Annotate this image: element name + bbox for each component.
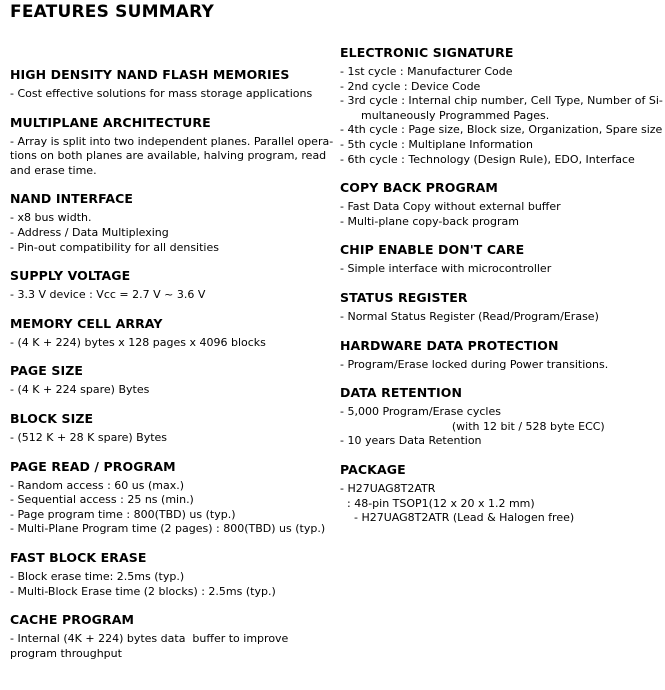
section-line: multaneously Programmed Pages. [340,108,550,122]
section-line: - (512 K + 28 K spare) Bytes [10,430,168,444]
section-cache-program [10,612,330,661]
section-block-size [10,411,330,446]
section-line: - (4 K + 224) bytes x 128 pages x 4096 blocks [10,335,266,349]
section-line: - 6th cycle : Technology (Design Rule), EDO, Interface [340,152,635,166]
section-nand-interface [10,191,330,255]
section-line: - Array is split into two independent planes. Parallel opera- [10,134,334,148]
section-line: - Multi-Block Erase time (2 blocks) : 2.5ms (typ.) [10,584,276,598]
section-line: - (4 K + 224 spare) Bytes [10,383,150,397]
section-line: - Multi-plane copy-back program [340,214,519,228]
section-heading: MEMORY CELL ARRAY [10,315,163,331]
section-heading: PAGE SIZE [10,363,83,379]
section-line: - Block erase time: 2.5ms (typ.) [10,569,185,583]
section-line: - Pin-out compatibility for all densities [10,240,219,254]
section-fast-block-erase [10,550,330,599]
section-data-retention [340,385,660,449]
section-heading: COPY BACK PROGRAM [340,180,498,196]
section-line: tions on both planes are available, halving program, read [10,149,327,163]
page-title: FEATURES SUMMARY [10,2,215,22]
section-heading: PAGE READ / PROGRAM [10,458,176,474]
section-line: - Simple interface with microcontroller [340,262,552,276]
section-electronic-signature [340,45,663,167]
section-hardware-data-protection [340,338,660,373]
section-line: - 3.3 V device : Vcc = 2.7 V ~ 3.6 V [10,288,206,302]
section-line: : 48-pin TSOP1(12 x 20 x 1.2 mm) [340,496,535,510]
section-copy-back-program [340,180,660,229]
section-line: - Page program time : 800(TBD) us (typ.) [10,507,236,521]
section-line: program throughput [10,646,122,660]
section-line: - 10 years Data Retention [340,434,482,448]
section-line: - Address / Data Multiplexing [10,225,169,239]
section-heading: NAND INTERFACE [10,191,134,207]
section-heading: CACHE PROGRAM [10,612,135,628]
section-line: - Multi-Plane Program time (2 pages) : 800(TBD) us (typ.) [10,522,326,536]
section-line: - Random access : 60 us (max.) [10,478,185,492]
section-line: - H27UAG8T2ATR [340,481,436,495]
section-line: and erase time. [10,163,97,177]
section-page-size [10,363,330,398]
section-line: - Normal Status Register (Read/Program/Erase) [340,309,599,323]
section-line: - 1st cycle : Manufacturer Code [340,65,513,78]
section-line: - Fast Data Copy without external buffer [340,200,561,214]
left-column [10,67,334,674]
section-heading: HARDWARE DATA PROTECTION [340,337,559,353]
section-heading: STATUS REGISTER [340,289,468,305]
section-heading: BLOCK SIZE [10,410,94,426]
section-line: - 4th cycle : Page size, Block size, Organization, Spare size [340,123,663,137]
section-supply-voltage [10,268,330,303]
section-heading: DATA RETENTION [340,385,463,401]
section-heading: HIGH DENSITY NAND FLASH MEMORIES [10,67,290,82]
section-line: - Sequential access : 25 ns (min.) [10,493,194,507]
section-line: - 3rd cycle : Internal chip number, Cell Type, Number of Si- [340,94,663,108]
section-multiplane-architecture [10,114,334,179]
section-heading: ELECTRONIC SIGNATURE [340,45,514,60]
section-line: - x8 bus width. [10,211,92,225]
section-heading: PACKAGE [340,461,406,477]
section-heading: FAST BLOCK ERASE [10,549,147,565]
section-heading: SUPPLY VOLTAGE [10,268,131,284]
section-heading: CHIP ENABLE DON'T CARE [340,242,525,258]
section-page-read-program [10,459,330,537]
section-memory-cell-array [10,316,330,351]
section-line: - 2nd cycle : Device Code [340,79,481,93]
section-line: - Cost effective solutions for mass storage applications [10,87,313,100]
section-line: - Internal (4K + 224) bytes data buffer to improve [10,632,289,646]
section-chip-enable-don-t-care [340,242,660,277]
section-package [340,462,660,526]
section-line: - H27UAG8T2ATR (Lead & Halogen free) [340,511,575,525]
section-heading: MULTIPLANE ARCHITECTURE [10,114,211,130]
section-high-density-nand-flash-memories [10,67,330,102]
section-line: - 5,000 Program/Erase cycles [340,405,501,419]
section-line: (with 12 bit / 528 byte ECC) [340,419,605,433]
right-column [340,45,663,539]
section-line: - Program/Erase locked during Power transitions. [340,357,609,371]
section-line: - 5th cycle : Multiplane Information [340,137,533,151]
section-status-register [340,290,660,325]
